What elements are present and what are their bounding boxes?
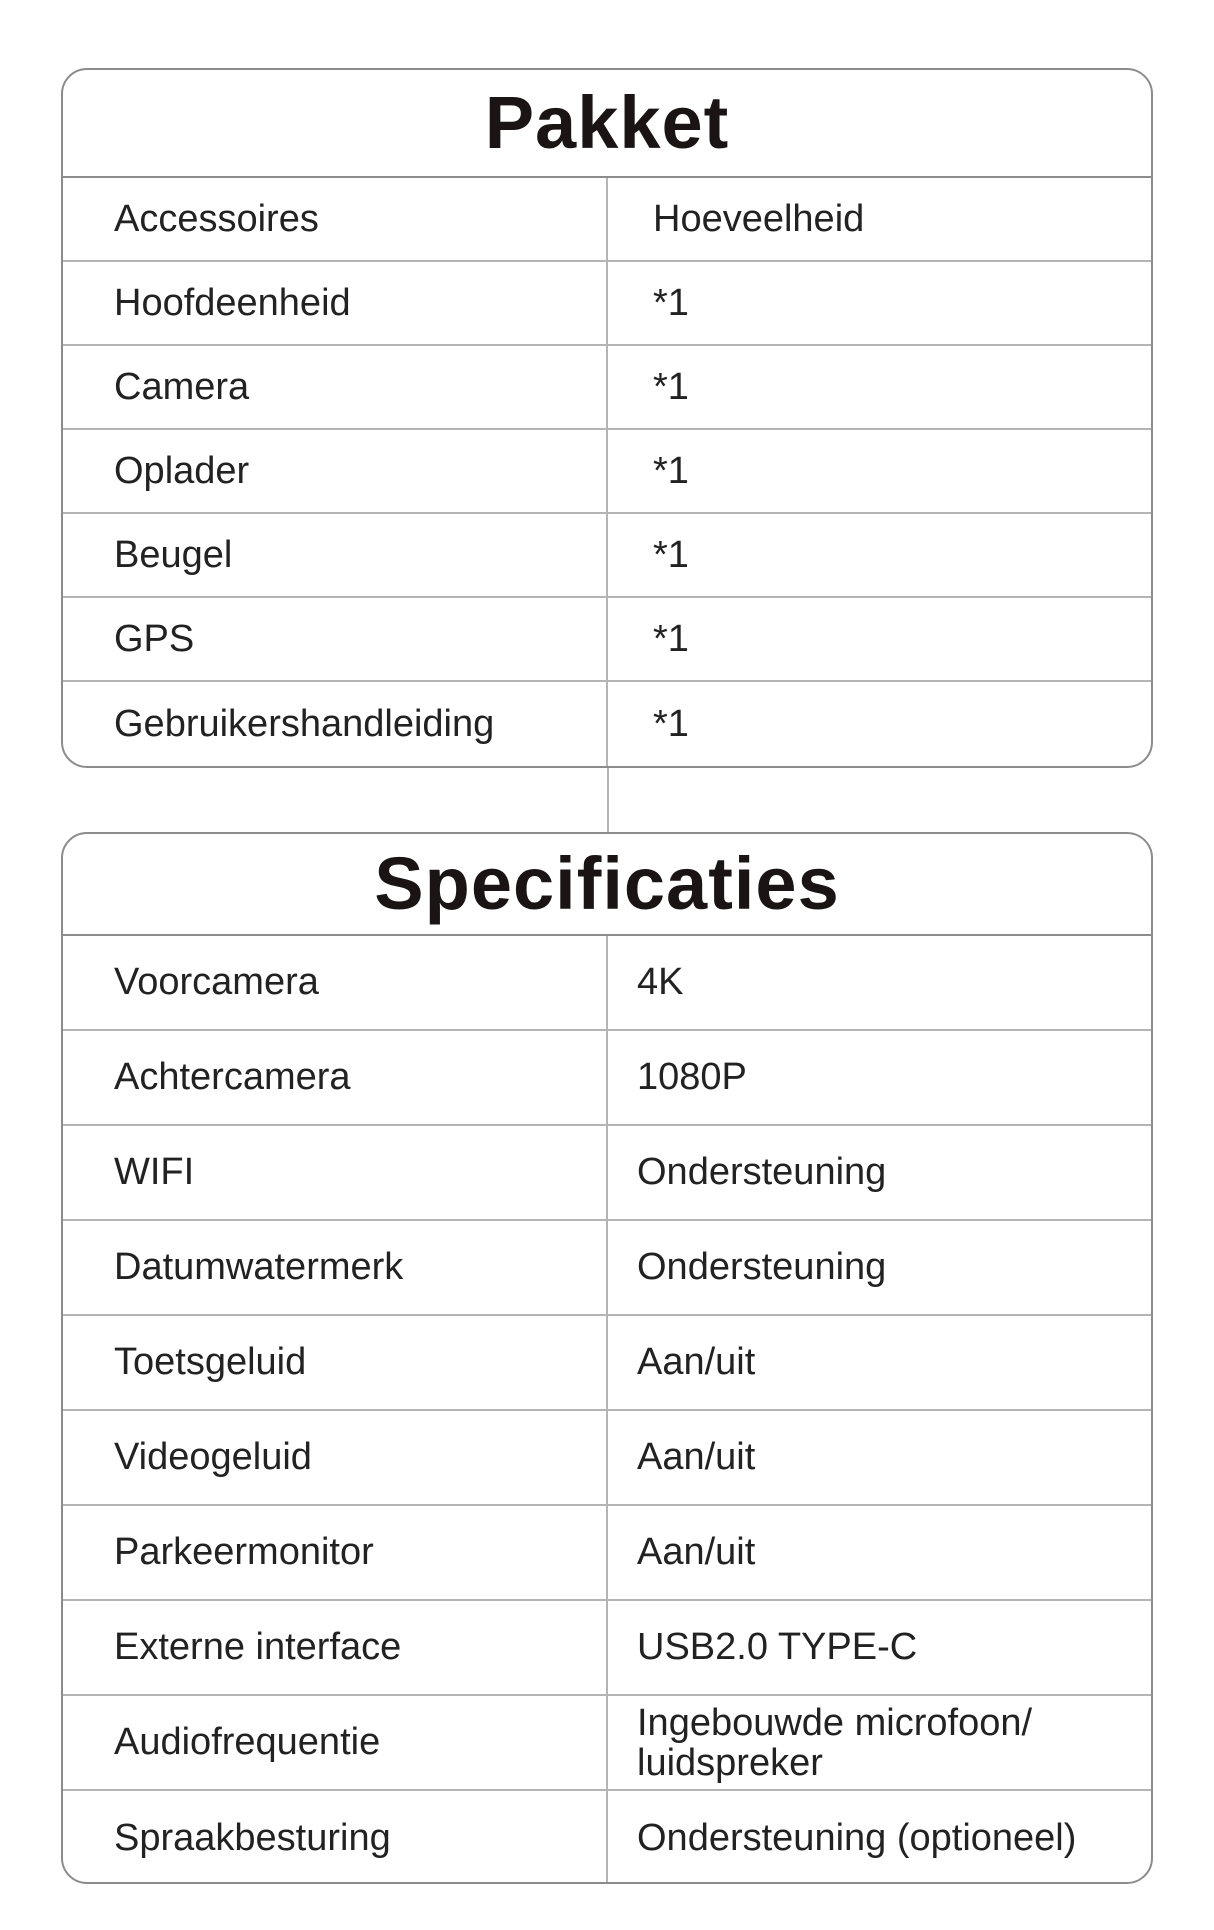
accessory-name: Gebruikershandleiding xyxy=(63,682,608,766)
table-row xyxy=(63,1221,1151,1316)
spec-value: Ondersteuning xyxy=(637,1246,887,1288)
divider-connector xyxy=(607,768,609,832)
spec-label: Videogeluid xyxy=(63,1411,608,1504)
accessory-name: GPS xyxy=(63,598,608,680)
table-row xyxy=(63,514,1151,598)
spec-label: Externe interface xyxy=(63,1601,608,1694)
spec-label: Parkeermonitor xyxy=(63,1506,608,1599)
accessory-name: Hoofdeenheid xyxy=(63,262,608,344)
header-accessories: Accessoires xyxy=(63,178,608,260)
spec-label: Datumwatermerk xyxy=(63,1221,608,1314)
spec-value: Aan/uit xyxy=(637,1341,756,1383)
specs-title: Specificaties xyxy=(63,834,1151,936)
spec-value: Ingebouwde microfoon/ luidspreker xyxy=(637,1701,1033,1784)
spec-value: Aan/uit xyxy=(637,1436,756,1478)
spec-label: Spraakbesturing xyxy=(63,1791,608,1884)
accessory-qty: *1 xyxy=(653,449,689,492)
accessory-qty: *1 xyxy=(653,365,689,408)
accessory-qty: *1 xyxy=(653,281,689,324)
table-row xyxy=(63,346,1151,430)
spec-label: Voorcamera xyxy=(63,936,608,1029)
spec-value: Ondersteuning (optioneel) xyxy=(637,1817,1077,1859)
package-header-row xyxy=(63,178,1151,262)
accessory-qty: *1 xyxy=(653,533,689,576)
accessory-name: Oplader xyxy=(63,430,608,512)
table-row xyxy=(63,682,1151,766)
table-row xyxy=(63,598,1151,682)
table-row xyxy=(63,1696,1151,1791)
accessory-qty: *1 xyxy=(653,702,689,745)
package-table xyxy=(61,68,1153,768)
spec-value: Aan/uit xyxy=(637,1531,756,1573)
header-quantity: Hoeveelheid xyxy=(653,197,865,240)
accessory-name: Beugel xyxy=(63,514,608,596)
spec-label: Audiofrequentie xyxy=(63,1696,608,1789)
accessory-qty: *1 xyxy=(653,617,689,660)
table-row xyxy=(63,1791,1151,1884)
spec-value: USB2.0 TYPE-C xyxy=(637,1626,918,1668)
table-row xyxy=(63,262,1151,346)
table-row xyxy=(63,1601,1151,1696)
accessory-name: Camera xyxy=(63,346,608,428)
table-row xyxy=(63,1316,1151,1411)
spec-value: 1080P xyxy=(637,1056,747,1098)
spec-value: 4K xyxy=(637,961,684,1003)
table-row xyxy=(63,1506,1151,1601)
spec-label: Toetsgeluid xyxy=(63,1316,608,1409)
package-title: Pakket xyxy=(63,70,1151,178)
table-row xyxy=(63,1031,1151,1126)
table-row xyxy=(63,936,1151,1031)
specs-table xyxy=(61,832,1153,1884)
spec-label: WIFI xyxy=(63,1126,608,1219)
table-row xyxy=(63,430,1151,514)
table-row xyxy=(63,1411,1151,1506)
spec-label: Achtercamera xyxy=(63,1031,608,1124)
table-row xyxy=(63,1126,1151,1221)
spec-value: Ondersteuning xyxy=(637,1151,887,1193)
